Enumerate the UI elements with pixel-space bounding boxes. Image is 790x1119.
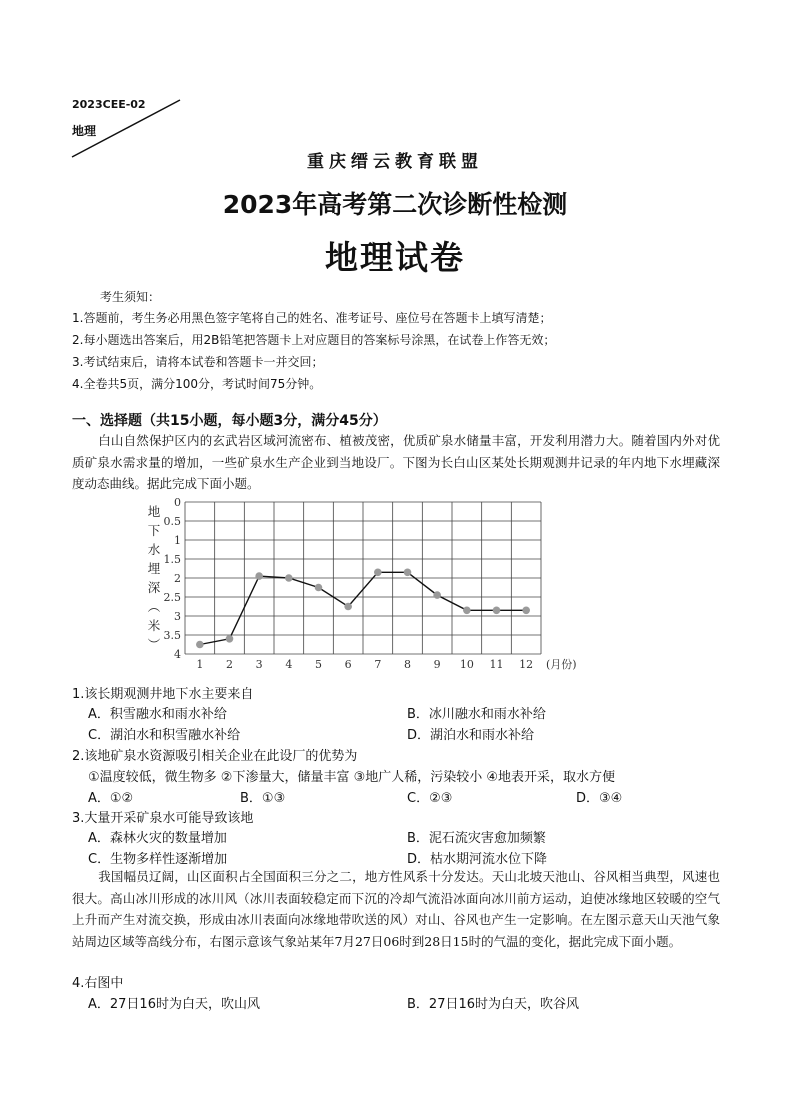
q2-option-c[interactable]: C．②③ [407, 791, 453, 806]
y-tick-label: 3.5 [163, 629, 181, 642]
y-tick-label: 1 [174, 534, 181, 547]
x-tick-label: 10 [459, 658, 474, 671]
passage-2-text: 我国幅员辽阔，山区面积占全国面积三分之二，地方性风系十分发达。天山北坡天池山、谷风相当典型，风速也很大。高山冰川形成的冰川风（冰川表面较稳定而下沉的冷却气流沿冰面向冰川前方运动，迫使冰缘地区较暖的空气上升而产生对流交换，形成由冰川表面向冰缘地带吹送的风）对山、谷风也产生一定影响。在左图示意天山天池气象站周边区域等高线分布，右图示意该气象站某年7月27日06时到28日15时的气温的变化，据此完成下面小题。 [72, 869, 720, 949]
q3-option-a[interactable]: A．森林火灾的数量增加 [88, 831, 227, 846]
x-axis-ticks [196, 658, 533, 671]
intro-text: 白山自然保护区内的玄武岩区域河流密布、植被茂密，优质矿泉水储量丰富，开发利用潜力大。随着国内外对优质矿泉水需求量的增加，一些矿泉水生产企业到当地设厂。下图为长白山区某处长期观测井记录的年内地下水埋藏深度动态曲线。据此完成下面小题。 [72, 433, 720, 491]
chart-grid [185, 502, 541, 654]
notice-item: 3.考试结束后，请将本试卷和答题卡一并交回； [72, 355, 324, 369]
y-axis-ticks [164, 496, 182, 661]
y-axis-label-char: 米 [147, 618, 161, 633]
data-point-month-10 [463, 607, 471, 615]
q4-option-a[interactable]: A．27日16时为白天，吹山风 [88, 997, 260, 1012]
data-point-month-6 [344, 603, 352, 611]
y-axis-label-char: 埋 [147, 561, 161, 576]
data-point-month-8 [404, 569, 412, 577]
data-point-month-1 [196, 641, 204, 649]
y-axis-label-char: ︵ [147, 599, 161, 614]
y-tick-label: 3 [174, 610, 181, 623]
y-tick-label: 2.5 [163, 591, 181, 604]
q1-option-a[interactable]: A．积雪融水和雨水补给 [88, 707, 227, 722]
x-tick-label: 8 [404, 658, 411, 671]
q1-option-d[interactable]: D．湖泊水和雨水补给 [407, 728, 535, 743]
notice-item: 4.全卷共5页，满分100分，考试时间75分钟。 [72, 377, 322, 391]
exam-code: 2023CEE-02 [72, 98, 146, 111]
x-tick-label: 5 [315, 658, 322, 671]
passage-2 [72, 866, 720, 952]
data-point-month-12 [522, 607, 530, 615]
q3-option-b[interactable]: B．泥石流灾害愈加频繁 [407, 831, 546, 846]
question-1: 1.该长期观测井地下水主要来自 [72, 687, 254, 702]
data-point-month-3 [255, 572, 263, 580]
y-axis-label-char: 深 [147, 580, 161, 595]
q2-option-b[interactable]: B．①③ [240, 791, 286, 806]
groundwater-depth-chart [140, 494, 610, 679]
data-point-month-2 [226, 635, 234, 643]
q2-statements: ①温度较低，微生物多 ②下渗量大，储量丰富 ③地广人稀，污染较小 ④地表开采，取水方便 [88, 770, 616, 785]
x-tick-label: 4 [285, 658, 293, 671]
y-tick-label: 0 [174, 496, 181, 509]
y-axis-label-char: 地 [147, 504, 161, 519]
y-tick-label: 4 [174, 648, 181, 661]
x-tick-label: 3 [255, 658, 263, 671]
q2-option-d[interactable]: D．③④ [576, 791, 623, 806]
question-4: 4.右图中 [72, 976, 124, 991]
x-tick-label: 12 [519, 658, 534, 671]
q3-option-d[interactable]: D．枯水期河流水位下降 [407, 852, 548, 867]
x-axis-label: (月份) [546, 658, 577, 671]
q4-option-b[interactable]: B．27日16时为白天，吹谷风 [407, 997, 580, 1012]
x-tick-label: 11 [489, 658, 504, 671]
q1-option-c[interactable]: C．湖泊水和积雪融水补给 [88, 728, 241, 743]
y-axis-label-char: ︶ [147, 637, 161, 652]
x-tick-label: 7 [374, 658, 382, 671]
notice-heading: 考生须知： [100, 290, 161, 304]
y-tick-label: 0.5 [163, 515, 181, 528]
data-point-month-7 [374, 569, 382, 577]
y-axis-label-char: 下 [147, 523, 161, 538]
x-tick-label: 1 [196, 658, 204, 671]
question-2: 2.该地矿泉水资源吸引相关企业在此设厂的优势为 [72, 749, 358, 764]
section-title: 一、选择题（共15小题，每小题3分，满分45分） [72, 413, 387, 429]
x-tick-label: 9 [433, 658, 441, 671]
notice-item: 1.答题前，考生务必用黑色签字笔将自己的姓名、准考证号、座位号在答题卡上填写清楚； [72, 311, 552, 325]
q2-option-a[interactable]: A．①② [88, 791, 134, 806]
y-tick-label: 2 [174, 572, 181, 585]
exam-subtitle: 地理试卷 [325, 238, 465, 277]
y-tick-label: 1.5 [163, 553, 181, 566]
data-point-month-5 [315, 584, 323, 592]
notice-item: 2.每小题选出答案后，用2B铅笔把答题卡上对应题目的答案标号涂黑，在试卷上作答无效； [72, 333, 556, 347]
intro-paragraph [72, 430, 720, 495]
y-axis-label [148, 504, 161, 652]
x-tick-label: 6 [344, 658, 352, 671]
organization-name: 重庆缙云教育联盟 [307, 152, 483, 172]
exam-title: 2023年高考第二次诊断性检测 [222, 190, 568, 219]
subject-tag: 地理 [72, 124, 97, 138]
data-point-month-11 [493, 607, 501, 615]
x-tick-label: 2 [226, 658, 233, 671]
q1-option-b[interactable]: B．冰川融水和雨水补给 [407, 707, 546, 722]
q3-option-c[interactable]: C．生物多样性逐渐增加 [88, 852, 228, 867]
header-divider [0, 0, 200, 170]
data-point-month-9 [433, 591, 441, 599]
y-axis-label-char: 水 [147, 542, 161, 557]
data-point-month-4 [285, 574, 293, 582]
question-3: 3.大量开采矿泉水可能导致该地 [72, 811, 254, 826]
